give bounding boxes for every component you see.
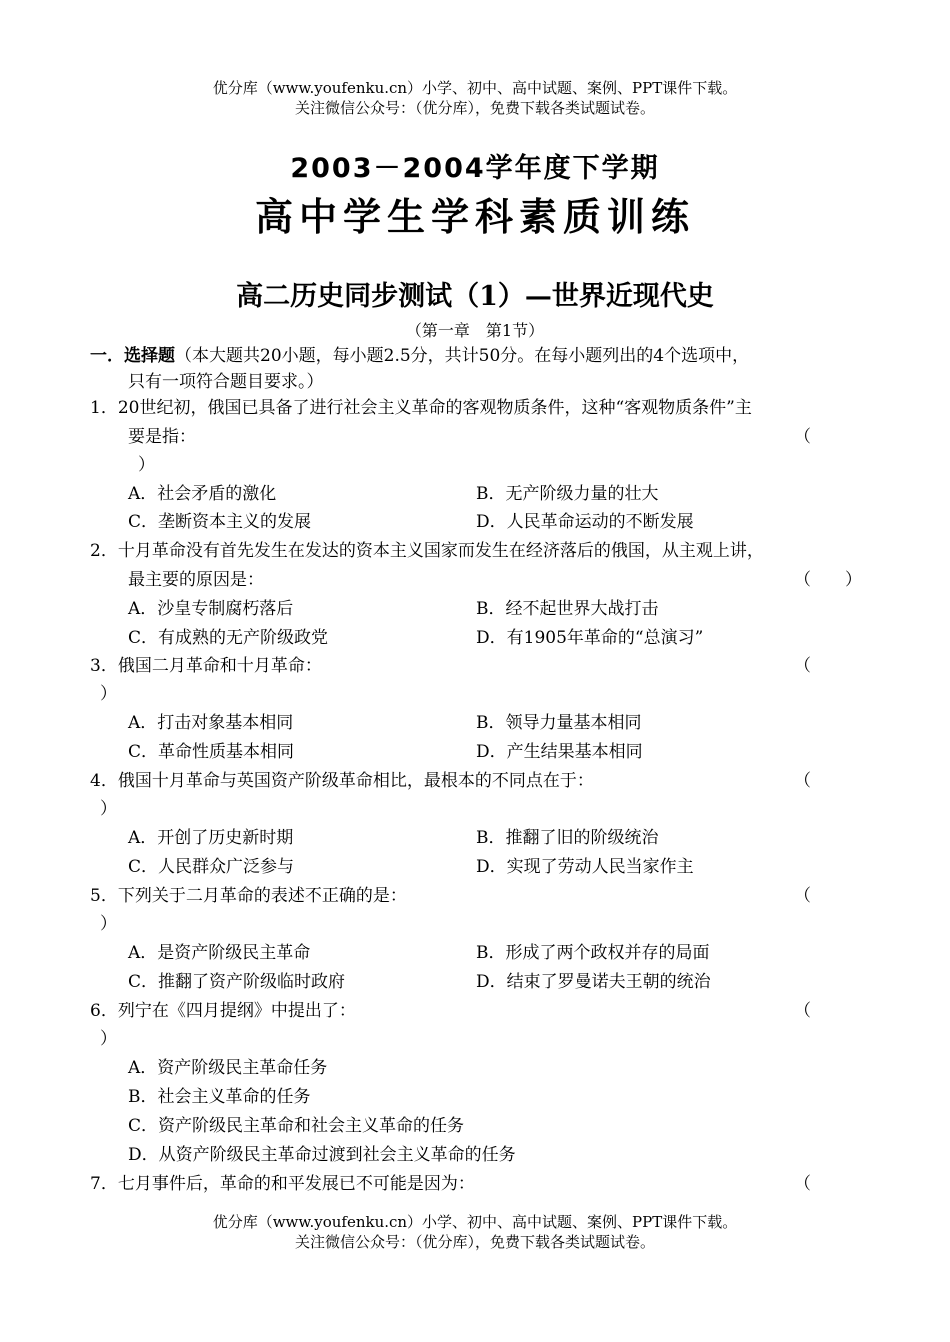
question-3-option-a: A．打击对象基本相同 [128, 713, 294, 733]
question-5-option-c: C．推翻了资产阶级临时政府 [128, 972, 346, 992]
question-2-option-b: B．经不起世界大战打击 [476, 599, 659, 619]
question-6-answer-close: ） [100, 1029, 117, 1049]
section-description-cont: 只有一项符合题目要求。） [128, 372, 324, 392]
question-2-option-c: C．有成熟的无产阶级政党 [128, 628, 329, 648]
section-label: 一．选择题 [90, 346, 175, 366]
question-4-stem: 4．俄国十月革命与英国资产阶级革命相比，最根本的不同点在于： [90, 771, 594, 791]
question-6-option-b: B．社会主义革命的任务 [128, 1087, 311, 1107]
question-3-stem: 3．俄国二月革命和十月革命： [90, 656, 322, 676]
question-1-option-b: B．无产阶级力量的壮大 [476, 484, 659, 504]
question-2-option-d: D．有1905年革命的“总演习” [476, 628, 704, 648]
question-1-stem-cont: 要是指： [128, 427, 196, 447]
question-2-stem: 2．十月革命没有首先发生在发达的资本主义国家而发生在经济落后的俄国，从主观上讲， [90, 541, 764, 561]
header-line-1: 优分库（www.youfenku.cn）小学、初中、高中试题、案例、PPT课件下载。 [212, 79, 738, 97]
question-6-answer-open: （ [794, 1001, 811, 1021]
chapter-label: （第一章 第1节） [405, 321, 545, 340]
header-line-2: 关注微信公众号：（优分库），免费下载各类试题试卷。 [294, 99, 655, 117]
question-2-option-a: A．沙皇专制腐朽落后 [128, 599, 294, 619]
question-4-answer-open: （ [794, 771, 811, 791]
question-4-option-b: B．推翻了旧的阶级统治 [476, 828, 659, 848]
question-1-option-d: D．人民革命运动的不断发展 [476, 512, 694, 532]
question-4-option-c: C．人民群众广泛参与 [128, 857, 295, 877]
question-7-stem: 7．七月事件后，革命的和平发展已不可能是因为： [90, 1174, 475, 1194]
question-5-option-a: A．是资产阶级民主革命 [128, 943, 311, 963]
title-year: 2003－2004学年度下学期 [290, 153, 660, 184]
question-4-option-d: D．实现了劳动人民当家作主 [476, 857, 694, 877]
test-subtitle: 高二历史同步测试（1）—世界近现代史 [236, 281, 714, 312]
question-3-answer-close: ） [100, 684, 117, 704]
question-6-option-a: A．资产阶级民主革命任务 [128, 1058, 328, 1078]
question-1-option-c: C．垄断资本主义的发展 [128, 512, 312, 532]
footer-line-1: 优分库（www.youfenku.cn）小学、初中、高中试题、案例、PPT课件下载。 [212, 1213, 738, 1231]
section-heading [90, 344, 749, 368]
question-3-option-c: C．革命性质基本相同 [128, 742, 295, 762]
question-3-option-b: B．领导力量基本相同 [476, 713, 642, 733]
question-5-answer-close: ） [100, 914, 117, 934]
section-description: （本大题共20小题，每小题2.5分，共计50分。在每小题列出的4个选项中， [175, 346, 750, 366]
question-6-option-c: C．资产阶级民主革命和社会主义革命的任务 [128, 1116, 465, 1136]
question-6-stem: 6．列宁在《四月提纲》中提出了： [90, 1001, 356, 1021]
question-5-option-d: D．结束了罗曼诺夫王朝的统治 [476, 972, 711, 992]
question-2-answer-bracket: （ ） [794, 570, 862, 590]
question-7-answer-open: （ [794, 1174, 811, 1194]
question-2-stem-cont: 最主要的原因是： [128, 570, 264, 590]
question-1-answer-open: （ [794, 427, 811, 447]
question-5-stem: 5．下列关于二月革命的表述不正确的是： [90, 886, 407, 906]
question-3-answer-open: （ [794, 656, 811, 676]
question-1-stem: 1．20世纪初，俄国已具备了进行社会主义革命的客观物质条件，这种“客观物质条件”主 [90, 398, 752, 418]
question-5-option-b: B．形成了两个政权并存的局面 [476, 943, 710, 963]
page-title: 高中学生学科素质训练 [254, 195, 695, 239]
question-4-option-a: A．开创了历史新时期 [128, 828, 294, 848]
footer-line-2: 关注微信公众号：（优分库），免费下载各类试题试卷。 [294, 1233, 655, 1251]
question-6-option-d: D．从资产阶级民主革命过渡到社会主义革命的任务 [128, 1145, 516, 1165]
question-1-option-a: A．社会矛盾的激化 [128, 484, 277, 504]
question-4-answer-close: ） [100, 799, 117, 819]
question-1-answer-close: ） [138, 455, 155, 475]
question-3-option-d: D．产生结果基本相同 [476, 742, 643, 762]
question-5-answer-open: （ [794, 886, 811, 906]
